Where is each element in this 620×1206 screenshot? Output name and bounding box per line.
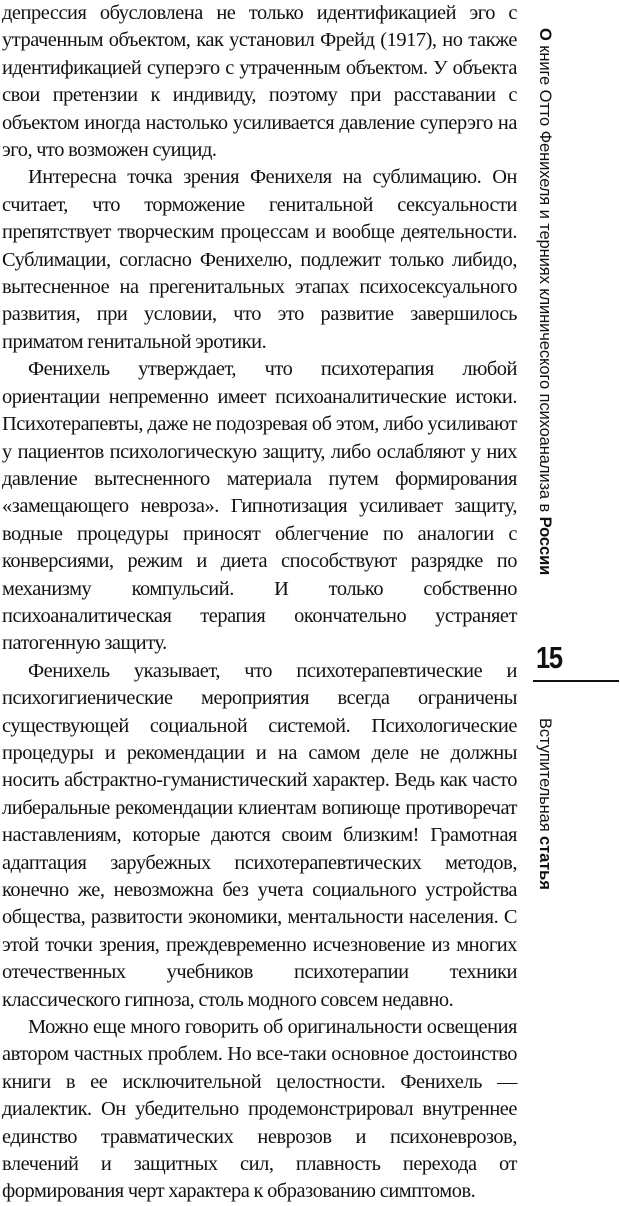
page-number-rule	[533, 680, 619, 682]
body-text	[2, 0, 517, 1206]
paragraph-integrity: Можно еще много говорить об оригинальности освещения автором частных проблем. Но все-таки основное достоинство книги в ее исключительной целостности. Фенихель — диалектик. Он убедительно продемонстрировал внутреннее единство травматических неврозов и психоневрозов, влечений и защитных сил, плавность перехода от формирования черт характера к образованию симптомов.	[2, 1016, 517, 1203]
running-head-section-part-2: статья	[536, 836, 554, 890]
paragraph-social-system: Фенихель указывает, что психотерапевтические и психогигиенические мероприятия всегда ограничены существующей социальной системой. Психологические процедуры и рекомендации и на самом деле не должны носить абстрактно-гуманистический характер. Ведь как часто либеральные рекомендации клиентам вопиюще противоречат наставлениям, которые даются своим близким! Грамотная адаптация зарубежных психотерапевтических методов, конечно же, невозможна без учета социального устройства общества, развитости экономики, ментальности населения. С этой точки зрения, преждевременно исчезновение из многих отечественных учебников психотерапии техники классического гипноза, столь модного совсем недавно.	[2, 659, 517, 1011]
running-head-section-text	[532, 718, 558, 890]
running-head-book-title-text	[532, 28, 558, 575]
running-head-title-part-1: О	[536, 28, 554, 41]
running-head-section	[532, 718, 562, 998]
running-head	[532, 0, 562, 1002]
running-head-section-part-1: Вступительная	[536, 718, 554, 837]
paragraph-depression: депрессия обусловлена не только идентификацией эго с утраченным объектом, как установил Фрейд (1917), но также идентификацией суперэго с утраченным объектом. У объекта свои претензии к индивиду, поэтому при расставании с объектом иногда настолько усиливается давление суперэго на эго, что возможен суицид.	[2, 2, 517, 162]
page-number: 15	[536, 640, 562, 675]
running-head-title-part-2: книге Отто Фенихеля и терниях клинического психоанализа в	[536, 40, 554, 517]
paragraph-sublimation: Интересна точка зрения Фенихеля на сублимацию. Он считает, что торможение генитальной сексуальности препятствует творческим процессам и вообще деятельности. Сублимации, согласно Фенихелю, подлежит только либидо, вытесненное на прегенитальных этапах психосексуального развития, при условии, что это развитие завершилось приматом генитальной эротики.	[2, 166, 517, 353]
running-head-book-title	[532, 28, 562, 628]
running-head-title-part-3: России	[536, 516, 554, 576]
paragraph-psychotherapy-origins: Фенихель утверждает, что психотерапия любой ориентации непременно имеет психоаналитические истоки. Психотерапевты, даже не подозревая об этом, либо усиливают у пациентов психологическую защиту, либо ослабляют у них давление вытесненного материала путем формирования «замещающего невроза». Гипнотизация усиливает защиту, водные процедуры приносят облегчение по аналогии с конверсиями, режим и диета способствуют разрядке по механизму компульсий. И только собственно психоаналитическая терапия окончательно устраняет патогенную защиту.	[2, 358, 517, 655]
